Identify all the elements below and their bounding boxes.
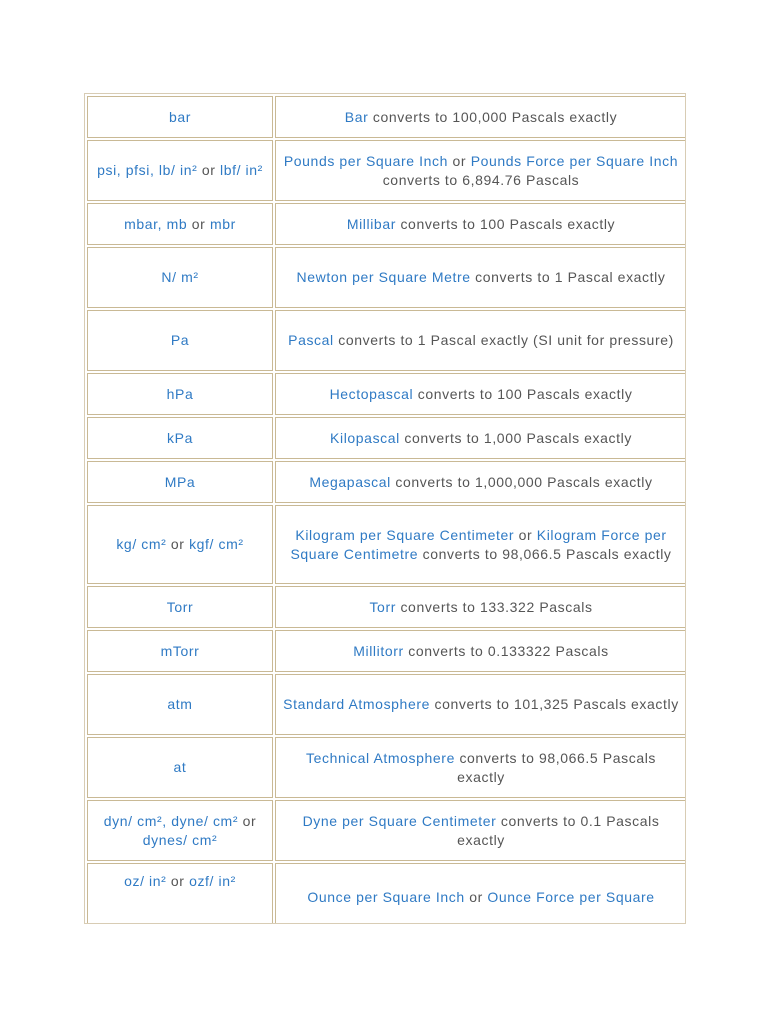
table-row bbox=[87, 461, 686, 503]
unit-link[interactable]: psi, pfsi, lb/ in² bbox=[97, 162, 202, 178]
unit-cell bbox=[87, 505, 273, 584]
unit-cell bbox=[87, 674, 273, 735]
cell-text: or bbox=[187, 215, 210, 232]
table-row bbox=[87, 140, 686, 201]
pressure-units-table bbox=[85, 94, 686, 924]
unit-link[interactable]: N/ m² bbox=[161, 269, 199, 285]
unit-link[interactable]: Torr bbox=[369, 598, 396, 615]
unit-link[interactable]: Standard Atmosphere bbox=[283, 696, 430, 712]
unit-link[interactable]: lbf/ in² bbox=[215, 162, 263, 178]
unit-cell bbox=[87, 140, 273, 201]
description-cell bbox=[275, 247, 686, 308]
unit-link[interactable]: atm bbox=[167, 696, 193, 712]
description-cell bbox=[275, 800, 686, 861]
unit-link[interactable]: at bbox=[173, 759, 187, 775]
cell-text: converts to 0.1 Pascals exactly bbox=[457, 812, 660, 848]
unit-cell bbox=[87, 800, 273, 861]
unit-cell bbox=[87, 96, 273, 138]
unit-cell bbox=[87, 203, 273, 245]
cell-text: converts to 100 Pascals exactly bbox=[413, 385, 633, 402]
cell-text: converts to 1 Pascal exactly bbox=[470, 269, 666, 285]
cell-text: or bbox=[514, 526, 537, 543]
unit-link[interactable]: MPa bbox=[164, 473, 196, 490]
unit-link[interactable]: dynes/ cm² bbox=[142, 831, 218, 848]
table-row bbox=[87, 505, 686, 584]
unit-cell bbox=[87, 461, 273, 503]
cell-text: converts to 1 Pascal exactly (SI unit for pressure) bbox=[333, 332, 674, 348]
description-cell bbox=[275, 203, 686, 245]
unit-link[interactable]: Pounds Force per Square Inch bbox=[470, 152, 679, 169]
table-row bbox=[87, 737, 686, 798]
cell-text: converts to 1,000,000 Pascals exactly bbox=[390, 473, 653, 490]
cell-text: converts to 1,000 Pascals exactly bbox=[399, 429, 632, 446]
description-cell bbox=[275, 674, 686, 735]
cell-text: converts to 100,000 Pascals exactly bbox=[368, 108, 618, 125]
unit-link[interactable]: hPa bbox=[166, 385, 194, 402]
table-body bbox=[87, 96, 686, 924]
description-cell bbox=[275, 630, 686, 672]
unit-cell bbox=[87, 417, 273, 459]
table-row bbox=[87, 310, 686, 371]
unit-cell bbox=[87, 630, 273, 672]
unit-link[interactable]: Ounce per Square Inch bbox=[307, 889, 465, 905]
cell-text: or bbox=[464, 889, 488, 905]
description-cell bbox=[275, 417, 686, 459]
description-cell bbox=[275, 586, 686, 628]
unit-cell bbox=[87, 863, 273, 924]
table-row bbox=[87, 373, 686, 415]
unit-link[interactable]: Megapascal bbox=[309, 473, 391, 490]
description-cell bbox=[275, 140, 686, 201]
unit-link[interactable]: kgf/ cm² bbox=[189, 536, 244, 552]
unit-link[interactable]: Kilopascal bbox=[330, 429, 400, 446]
unit-link[interactable]: kg/ cm² bbox=[116, 536, 167, 552]
unit-link[interactable]: mbar, mb bbox=[124, 215, 188, 232]
unit-link[interactable]: mbr bbox=[209, 215, 236, 232]
cell-text: converts to 100 Pascals exactly bbox=[395, 215, 616, 232]
unit-link[interactable]: bar bbox=[168, 108, 192, 125]
table-row bbox=[87, 863, 686, 924]
unit-link[interactable]: Pounds per Square Inch bbox=[283, 152, 449, 169]
unit-link[interactable]: Ounce Force per Square bbox=[487, 889, 655, 905]
unit-link[interactable]: Dyne per Square Centimeter bbox=[302, 812, 497, 829]
unit-link[interactable]: Millitorr bbox=[353, 642, 404, 659]
unit-link[interactable]: Bar bbox=[344, 108, 369, 125]
unit-link[interactable]: Pa bbox=[170, 332, 190, 348]
cell-text: converts to 101,325 Pascals exactly bbox=[429, 696, 679, 712]
unit-link[interactable]: Pascal bbox=[288, 332, 334, 348]
unit-link[interactable]: dyn/ cm², dyne/ cm² bbox=[103, 812, 239, 829]
unit-cell bbox=[87, 373, 273, 415]
cell-text: converts to 133.322 Pascals bbox=[395, 598, 593, 615]
description-cell bbox=[275, 310, 686, 371]
unit-link[interactable]: mTorr bbox=[160, 642, 200, 659]
unit-link[interactable]: Millibar bbox=[346, 215, 396, 232]
description-cell bbox=[275, 505, 686, 584]
description-cell bbox=[275, 373, 686, 415]
cell-text: converts to 98,066.5 Pascals exactly bbox=[454, 749, 657, 785]
unit-link[interactable]: Technical Atmosphere bbox=[305, 749, 455, 766]
table-row bbox=[87, 630, 686, 672]
table-row bbox=[87, 417, 686, 459]
unit-link[interactable]: Hectopascal bbox=[329, 385, 414, 402]
unit-cell bbox=[87, 586, 273, 628]
cell-text: or bbox=[166, 873, 190, 889]
table-row bbox=[87, 247, 686, 308]
unit-link[interactable]: Torr bbox=[166, 598, 194, 615]
cell-text: converts to 0.133322 Pascals bbox=[403, 642, 609, 659]
table-row bbox=[87, 203, 686, 245]
unit-link[interactable]: ozf/ in² bbox=[189, 873, 236, 889]
description-cell bbox=[275, 461, 686, 503]
table-row bbox=[87, 674, 686, 735]
description-cell bbox=[275, 863, 686, 924]
unit-link[interactable]: Newton per Square Metre bbox=[296, 269, 471, 285]
cell-text: converts to 6,894.76 Pascals bbox=[382, 171, 580, 188]
unit-link[interactable]: Kilogram per Square Centimeter bbox=[295, 526, 515, 543]
description-cell bbox=[275, 96, 686, 138]
unit-link[interactable]: Kilogram Force per Square Centimetre bbox=[290, 526, 667, 562]
cell-text: or bbox=[448, 152, 471, 169]
table-row bbox=[87, 96, 686, 138]
pressure-units-table-frame bbox=[84, 93, 686, 924]
cell-text: or bbox=[166, 536, 190, 552]
table-row bbox=[87, 800, 686, 861]
unit-link[interactable]: oz/ in² bbox=[124, 873, 167, 889]
unit-link[interactable]: kPa bbox=[167, 429, 193, 446]
unit-cell bbox=[87, 737, 273, 798]
description-cell bbox=[275, 737, 686, 798]
cell-text: or bbox=[238, 812, 257, 829]
unit-cell bbox=[87, 310, 273, 371]
cell-text: or bbox=[201, 162, 216, 178]
cell-text: converts to 98,066.5 Pascals exactly bbox=[418, 545, 672, 562]
unit-cell bbox=[87, 247, 273, 308]
table-row bbox=[87, 586, 686, 628]
